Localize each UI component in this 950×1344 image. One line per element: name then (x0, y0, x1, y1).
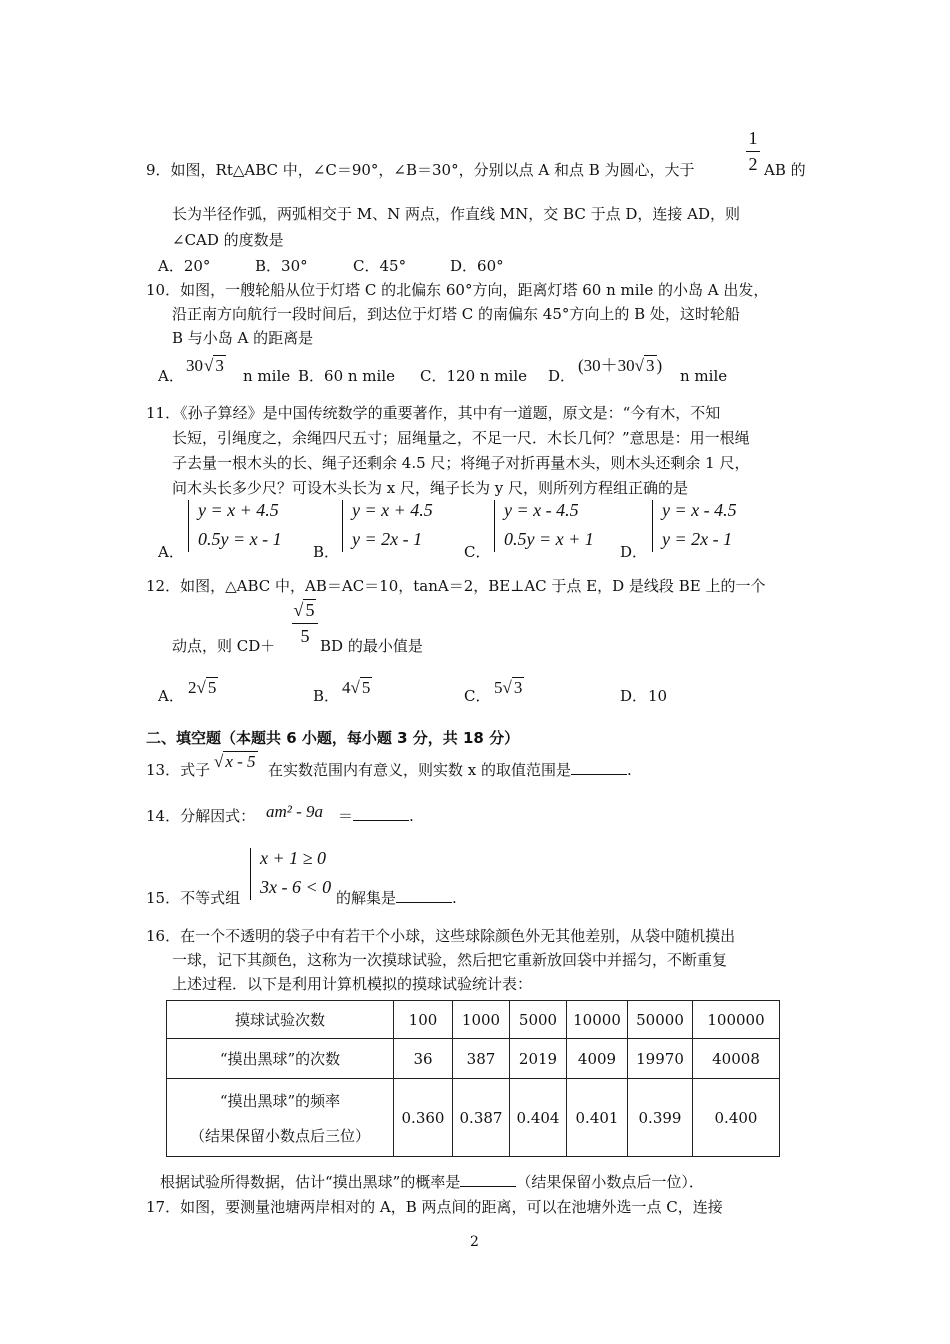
brace-icon (250, 848, 257, 900)
q10-line2: 沿正南方向航行一段时间后，到达位于灯塔 C 的南偏东 45°方向上的 B 处，这时轮船 (172, 305, 740, 323)
q14-expression: am² - 9a (266, 802, 324, 821)
row-header-line: （结果保留小数点后三位） (189, 1126, 370, 1145)
answer-blank[interactable] (396, 888, 452, 903)
q11-line1: 11．《孙子算经》是中国传统数学的重要著作，其中有一道题，原文是：“今有木，不知 (146, 404, 721, 422)
q13-text-body: 在实数范围内有意义，则实数 x 的取值范围是 (268, 761, 571, 779)
q17-line1: 17．如图，要测量池塘两岸相对的 A，B 两点间的距离，可以在池塘外选一点 C，连接 (146, 1198, 723, 1216)
fraction-bar (292, 623, 318, 624)
q11-option-d-label: D． (620, 543, 648, 561)
q12-option-c-label: C． (464, 687, 491, 705)
q10-option-a-unit: n mile (243, 367, 291, 385)
table-cell: 19970 (628, 1039, 693, 1079)
radicand: 5 (361, 678, 371, 697)
system-row-2: y = 2x - 1 (662, 529, 733, 549)
table-row-header (167, 1079, 394, 1157)
table-row-header: “摸出黑球”的次数 (167, 1039, 394, 1079)
answer-blank[interactable] (353, 806, 409, 821)
q10-option-b: B．60 n mile (298, 367, 396, 385)
q15-text (336, 888, 457, 908)
brace-icon (342, 500, 349, 552)
table-cell: 387 (453, 1039, 510, 1079)
table-cell: 2019 (510, 1039, 567, 1079)
sqrt-sign-icon: √ (204, 356, 214, 375)
q15-text-body: 的解集是 (336, 889, 397, 907)
q10-line3: B 与小岛 A 的距离是 (172, 329, 314, 347)
sqrt-sign-icon: √ (214, 752, 224, 771)
system-row-1: x + 1 ≥ 0 (260, 848, 327, 868)
table-cell: 0.387 (453, 1079, 510, 1157)
table-cell: 4009 (567, 1039, 628, 1079)
q10-line1: 10．如图，一艘轮船从位于灯塔 C 的北偏东 60°方向，距离灯塔 60 n mile 的小岛 A 出发， (146, 281, 769, 299)
q10-option-a-coef: 30 (186, 356, 203, 375)
radicand: 3 (215, 356, 224, 375)
table-cell: 50000 (628, 1001, 693, 1039)
q12-line1: 12．如图，△ABC 中，AB＝AC＝10，tanA＝2，BE⊥AC 于点 E，D 是线段 BE 上的一个 (146, 577, 766, 595)
q11-option-a-label: A． (158, 543, 184, 561)
brace-icon (494, 500, 501, 552)
q9-option-b: B．30° (255, 257, 308, 275)
system-row-2: 3x - 6 < 0 (260, 877, 332, 897)
system-row-1: y = x + 4.5 (198, 500, 279, 520)
table-cell: 36 (394, 1039, 453, 1079)
table-cell: 0.399 (628, 1079, 693, 1157)
table-cell: 100 (394, 1001, 453, 1039)
coefficient: 5 (494, 678, 503, 697)
system-row-1: y = x + 4.5 (352, 500, 433, 520)
fraction-bar (746, 151, 760, 152)
sqrt-sign-icon: √ (293, 600, 304, 620)
q13-period: . (627, 761, 632, 779)
row-header-line: “摸出黑球”的频率 (219, 1091, 341, 1110)
q14-period: . (409, 807, 414, 825)
q10-option-a-label: A． (158, 367, 184, 385)
q12-option-b-label: B． (313, 687, 340, 705)
sqrt-sign-icon: √ (350, 678, 360, 697)
q13-sqrt (214, 752, 258, 772)
table-row (167, 1079, 780, 1157)
table-row-header: 摸球试验次数 (167, 1001, 394, 1039)
q16-after (160, 1172, 704, 1192)
q12-option-a-label: A． (158, 687, 184, 705)
expr-part: ) (656, 356, 663, 375)
q12-option-d-value: 10 (648, 687, 668, 705)
q12-line2-a: 动点，则 CD＋ (172, 637, 276, 655)
q9-line1-tail: AB 的 (764, 161, 806, 179)
q12-option-b-value (342, 678, 372, 698)
q10-option-c: C．120 n mile (420, 367, 527, 385)
answer-blank[interactable] (460, 1172, 516, 1187)
stats-table (166, 1000, 780, 1157)
q12-option-c-value (494, 678, 524, 698)
q9-fraction (746, 128, 760, 175)
q10-option-d-expr (578, 356, 662, 376)
radicand: x - 5 (225, 752, 256, 771)
system-row-1: y = x - 4.5 (662, 500, 737, 520)
q9-line2: 长为半径作弧，两弧相交于 M、N 两点，作直线 MN，交 BC 于点 D，连接 AD，则 (172, 205, 741, 223)
coefficient: 2 (188, 678, 197, 697)
radicand: 5 (305, 600, 315, 620)
q11-line2: 长短，引绳度之，余绳四尺五寸；屈绳量之，不足一尺．木长几何？”意思是：用一根绳 (172, 429, 750, 447)
q13-text (268, 760, 632, 780)
q13-prefix: 13．式子 (146, 761, 211, 779)
expr-part: (30＋30 (578, 356, 635, 375)
q10-option-d-label: D． (548, 367, 576, 385)
system-row-2: 0.5y = x + 1 (504, 529, 594, 549)
table-cell: 0.404 (510, 1079, 567, 1157)
q14-answer (338, 806, 414, 826)
answer-blank[interactable] (571, 760, 627, 775)
system-row-2: 0.5y = x - 1 (198, 529, 282, 549)
table-cell: 100000 (693, 1001, 780, 1039)
q12-fraction (292, 600, 318, 647)
fraction-denominator: 2 (748, 154, 758, 174)
q16-line3: 上述过程．以下是利用计算机模拟的摸球试验统计表： (172, 975, 533, 993)
fraction-numerator: 1 (748, 128, 758, 148)
table-cell: 0.360 (394, 1079, 453, 1157)
table-row (167, 1001, 780, 1039)
q9-option-a: A．20° (158, 257, 211, 275)
q9-option-c: C．45° (353, 257, 407, 275)
table-cell: 10000 (567, 1001, 628, 1039)
table-cell: 40008 (693, 1039, 780, 1079)
q9-line3: ∠CAD 的度数是 (172, 231, 284, 249)
table-cell: 0.401 (567, 1079, 628, 1157)
page-number: 2 (470, 1234, 479, 1250)
brace-icon (188, 500, 195, 552)
table-cell: 0.400 (693, 1079, 780, 1157)
equals-sign: ＝ (338, 807, 354, 825)
q9-line1-text: 9．如图，Rt△ABC 中，∠C＝90°，∠B＝30°，分别以点 A 和点 B 为圆心，大于 (146, 161, 695, 179)
q11-option-b-label: B． (313, 543, 340, 561)
q9-option-d: D．60° (450, 257, 504, 275)
q16-line2: 一球，记下其颜色，这称为一次摸球试验，然后把它重新放回袋中并摇匀，不断重复 (172, 951, 728, 969)
q11-line3: 子去量一根木头的长、绳子还剩余 4.5 尺；将绳子对折再量木头，则木头还剩余 1 尺， (172, 454, 750, 472)
sqrt-sign-icon: √ (196, 678, 206, 697)
q15-prefix: 15．不等式组 (146, 889, 241, 907)
q9-line1 (146, 160, 695, 180)
q12-line2-b: BD 的最小值是 (320, 637, 423, 655)
fraction-numerator (292, 600, 318, 621)
system-row-1: y = x - 4.5 (504, 500, 579, 520)
section-title: 二、填空题（本题共 6 小题，每小题 3 分，共 18 分） (146, 729, 520, 747)
q14-prefix: 14．分解因式： (146, 807, 256, 825)
q16-after-text: 根据试验所得数据，估计“摸出黑球”的概率是 (160, 1173, 461, 1191)
fraction-denominator: 5 (300, 626, 310, 646)
q16-line1: 16．在一个不透明的袋子中有若干个小球，这些球除颜色外无其他差别，从袋中随机摸出 (146, 927, 736, 945)
q15-period: . (452, 889, 457, 907)
table-cell: 5000 (510, 1001, 567, 1039)
sqrt-sign-icon: √ (502, 678, 512, 697)
table-cell: 1000 (453, 1001, 510, 1039)
brace-icon (652, 500, 659, 552)
q11-option-c-label: C． (464, 543, 491, 561)
q10-option-a-sqrt (204, 356, 226, 376)
q11-line4: 问木头长多少尺？可设木头长为 x 尺，绳子长为 y 尺，则所列方程组正确的是 (172, 479, 689, 497)
coefficient: 4 (342, 678, 351, 697)
system-row-2: y = 2x - 1 (352, 529, 423, 549)
q12-option-d-label: D． (620, 687, 648, 705)
radicand: 5 (207, 678, 217, 697)
radicand: 3 (513, 678, 523, 697)
q16-after-note: （结果保留小数点后一位）． (516, 1173, 704, 1191)
table-row (167, 1039, 780, 1079)
q12-option-a-value (188, 678, 218, 698)
sqrt-sign-icon: √ (634, 356, 645, 375)
q10-option-d-unit: n mile (680, 367, 728, 385)
radicand: 3 (646, 356, 655, 375)
